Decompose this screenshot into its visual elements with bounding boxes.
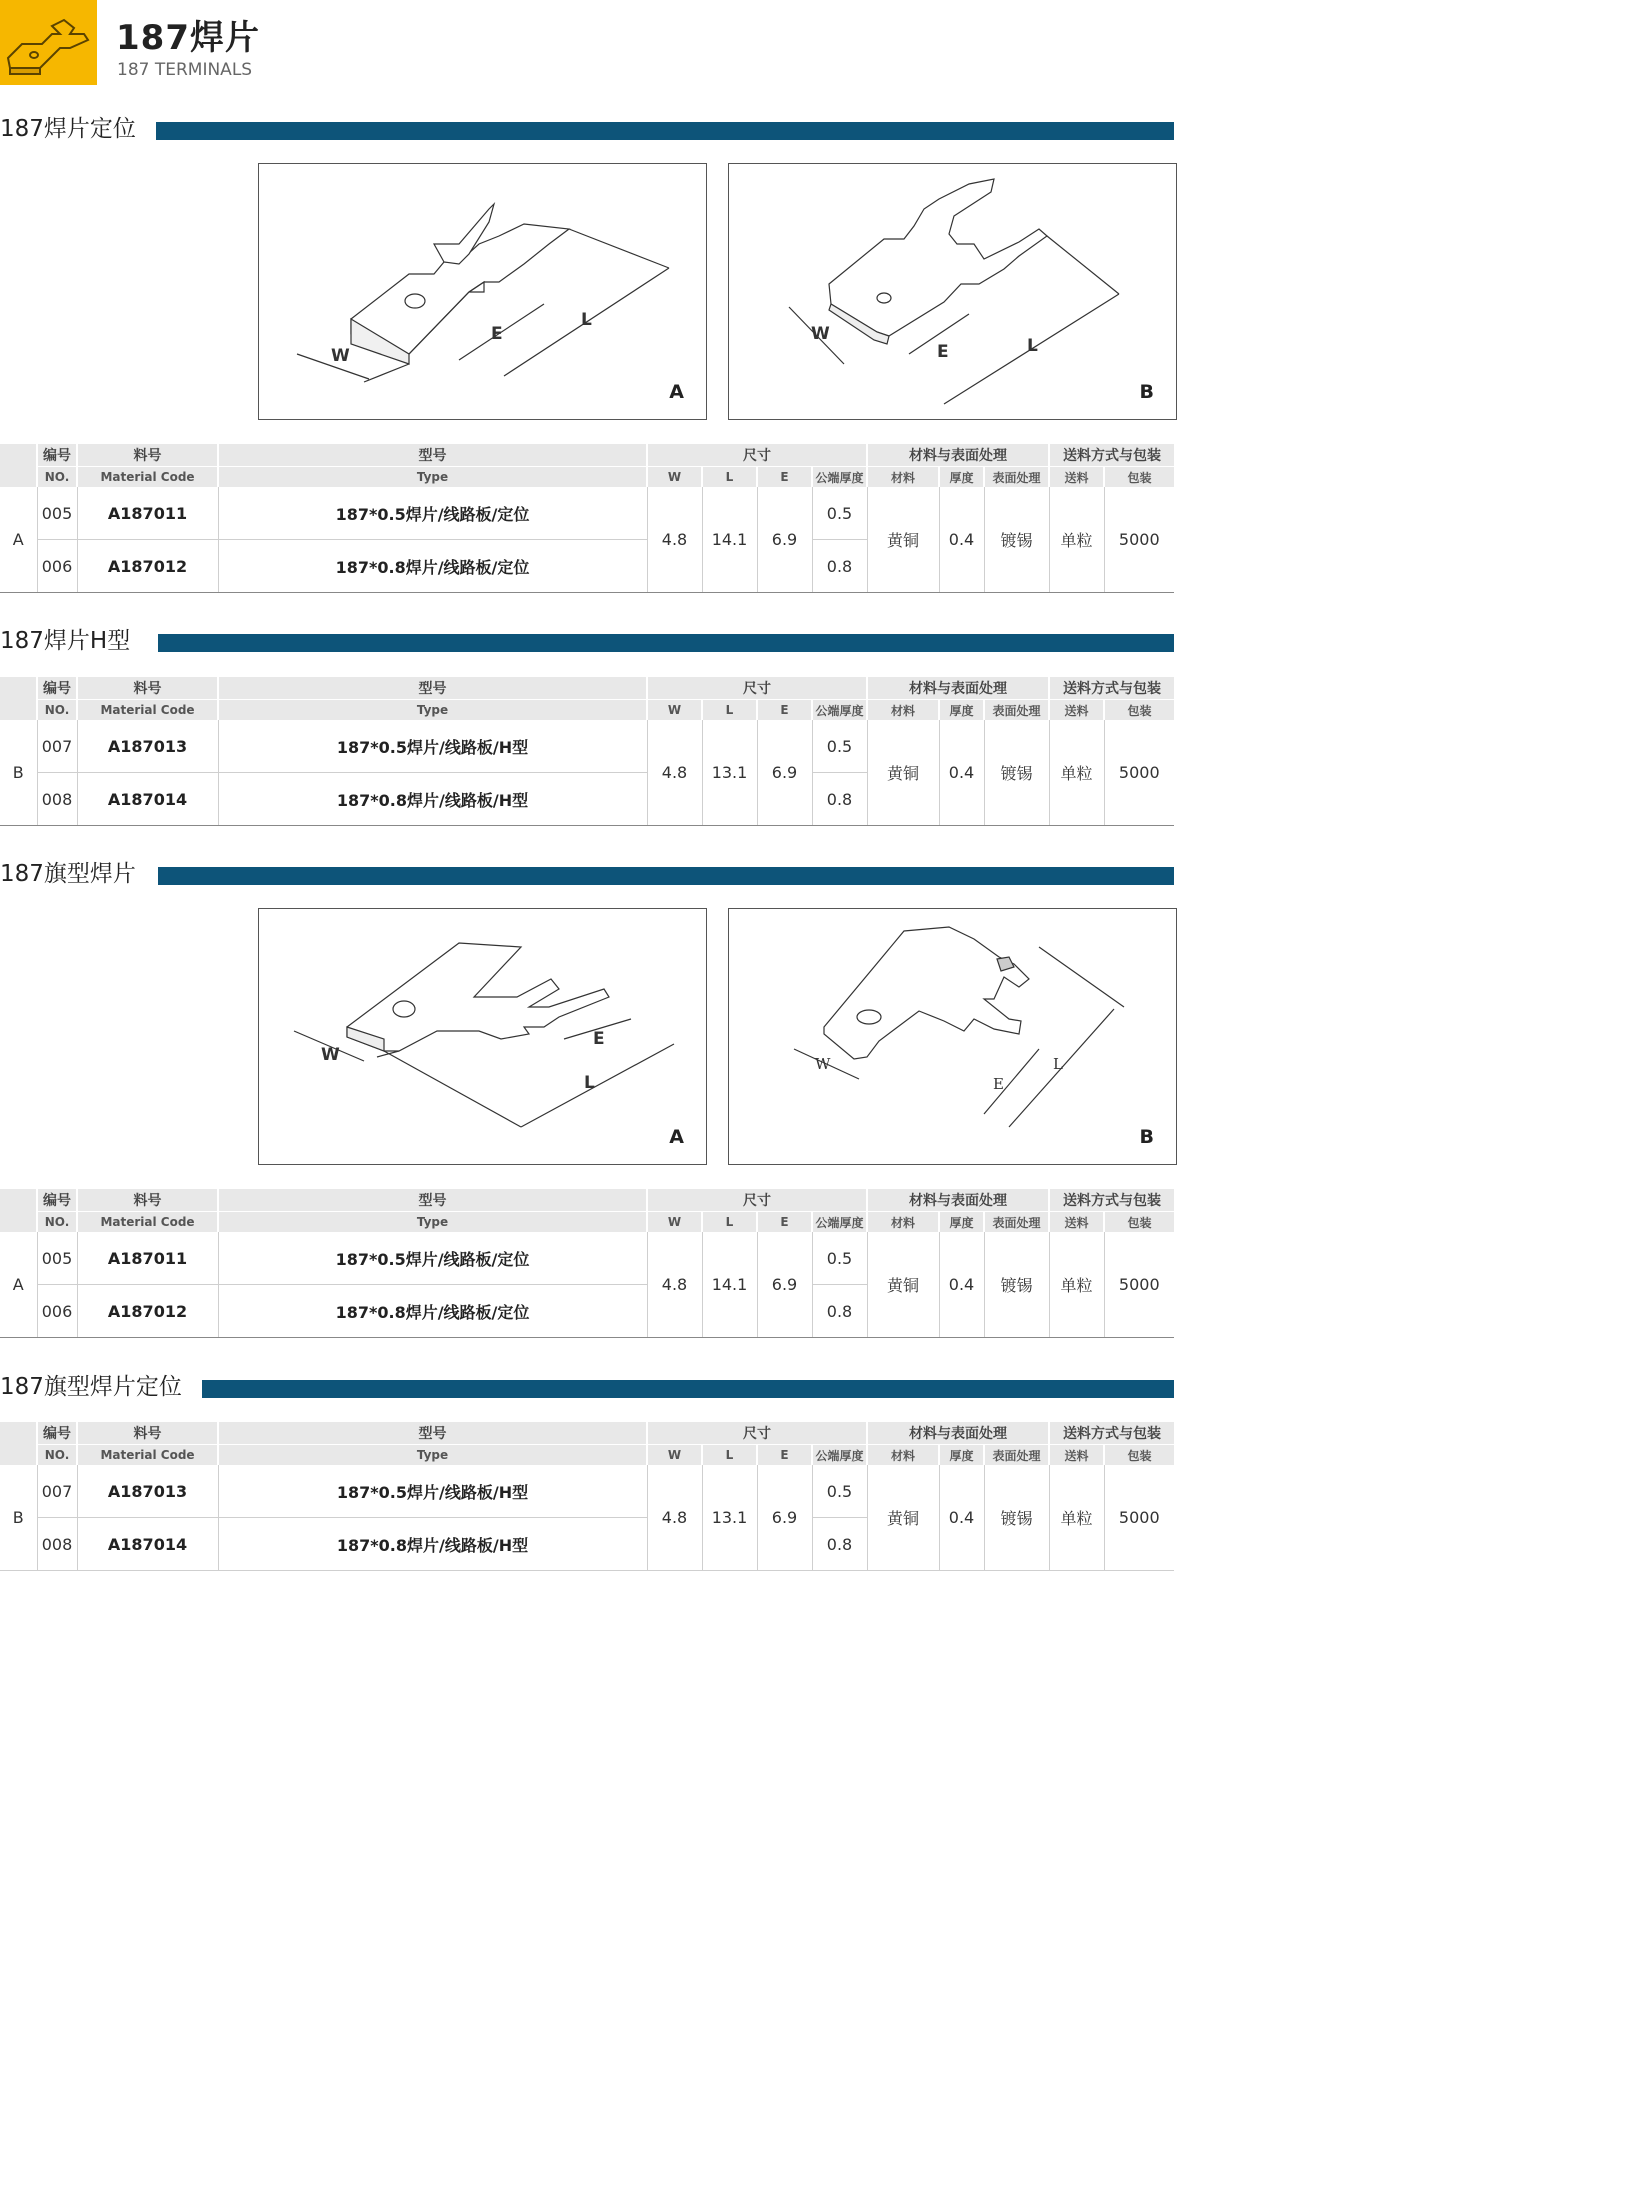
col-type-en: Type	[218, 1212, 647, 1233]
col-e: E	[757, 700, 812, 721]
col-thickness: 厚度	[939, 467, 984, 488]
drawing-label: A	[669, 1126, 684, 1148]
col-code-en: Material Code	[77, 467, 218, 488]
cell-material: 黄铜	[867, 720, 939, 826]
drawing-label: A	[669, 381, 684, 403]
section-header-positioning	[0, 114, 1174, 148]
cell-type: 187*0.5焊片/线路板/定位	[218, 487, 647, 540]
col-no-cn: 编号	[37, 1422, 77, 1445]
col-no-en: NO.	[37, 1212, 77, 1233]
section-title: 187旗型焊片	[0, 861, 136, 887]
section-title: 187焊片定位	[0, 116, 136, 142]
col-type-en: Type	[218, 700, 647, 721]
spec-table-3	[0, 1189, 1174, 1338]
cell-thickness: 0.4	[939, 487, 984, 593]
col-surface: 表面处理	[984, 1212, 1049, 1233]
cell-code: A187011	[77, 487, 218, 540]
dim-l-label: L	[1053, 1055, 1063, 1073]
cell-material: 黄铜	[867, 1232, 939, 1338]
dim-e-label: E	[937, 342, 949, 362]
cell-tol: 0.8	[812, 1285, 867, 1338]
cell-pack: 5000	[1104, 720, 1174, 826]
col-material-group: 材料与表面处理	[867, 1422, 1049, 1445]
dim-l-label: L	[581, 310, 592, 330]
col-code-cn: 料号	[77, 677, 218, 700]
col-thickness: 厚度	[939, 700, 984, 721]
cell-e: 6.9	[757, 720, 812, 826]
cell-tol: 0.5	[812, 1465, 867, 1518]
cell-surface: 镀锡	[984, 1232, 1049, 1338]
cell-type: 187*0.8焊片/线路板/定位	[218, 540, 647, 593]
col-no-cn: 编号	[37, 444, 77, 467]
col-code-en: Material Code	[77, 1445, 218, 1466]
col-l: L	[702, 700, 757, 721]
cell-thickness: 0.4	[939, 1232, 984, 1338]
col-material: 材料	[867, 467, 939, 488]
col-pack-group: 送料方式与包装	[1049, 677, 1174, 700]
col-pack-group: 送料方式与包装	[1049, 1422, 1174, 1445]
cell-code: A187012	[77, 540, 218, 593]
cell-l: 14.1	[702, 1232, 757, 1338]
col-type-en: Type	[218, 467, 647, 488]
cell-code: A187014	[77, 1518, 218, 1571]
section-header-h-type	[0, 626, 1174, 660]
cell-code: A187011	[77, 1232, 218, 1285]
col-feed: 送料	[1049, 1445, 1104, 1466]
terminal-logo-icon	[0, 0, 97, 85]
dim-e-label: E	[491, 324, 503, 344]
col-surface: 表面处理	[984, 700, 1049, 721]
cell-e: 6.9	[757, 1232, 812, 1338]
col-pack: 包装	[1104, 467, 1174, 488]
col-feed: 送料	[1049, 700, 1104, 721]
cell-code: A187013	[77, 1465, 218, 1518]
cell-pack: 5000	[1104, 1232, 1174, 1338]
cell-e: 6.9	[757, 1465, 812, 1571]
spec-table-1	[0, 444, 1174, 593]
col-code-en: Material Code	[77, 700, 218, 721]
col-material: 材料	[867, 1212, 939, 1233]
col-code-en: Material Code	[77, 1212, 218, 1233]
page-subtitle: 187 TERMINALS	[117, 60, 253, 80]
cell-surface: 镀锡	[984, 1465, 1049, 1571]
cell-feed: 单粒	[1049, 720, 1104, 826]
col-feed: 送料	[1049, 467, 1104, 488]
col-w: W	[647, 1445, 702, 1466]
cell-feed: 单粒	[1049, 487, 1104, 593]
col-l: L	[702, 1445, 757, 1466]
col-size-cn: 尺寸	[647, 444, 867, 467]
cell-no: 008	[37, 773, 77, 826]
cell-no: 005	[37, 487, 77, 540]
col-e: E	[757, 1445, 812, 1466]
col-type-cn: 型号	[218, 677, 647, 700]
dim-l-label: L	[584, 1073, 595, 1093]
cell-e: 6.9	[757, 487, 812, 593]
col-size-cn: 尺寸	[647, 677, 867, 700]
col-code-cn: 料号	[77, 1189, 218, 1212]
cell-no: 007	[37, 1465, 77, 1518]
col-w: W	[647, 1212, 702, 1233]
col-l: L	[702, 1212, 757, 1233]
col-no-en: NO.	[37, 700, 77, 721]
page-title: 187焊片	[116, 18, 260, 58]
col-thickness: 厚度	[939, 1445, 984, 1466]
col-surface: 表面处理	[984, 467, 1049, 488]
col-pack-group: 送料方式与包装	[1049, 1189, 1174, 1212]
col-code-cn: 料号	[77, 444, 218, 467]
section-bar	[156, 122, 1174, 140]
cell-code: A187014	[77, 773, 218, 826]
col-material-group: 材料与表面处理	[867, 444, 1049, 467]
col-w: W	[647, 467, 702, 488]
col-tol: 公端厚度	[812, 1445, 867, 1466]
cell-tol: 0.8	[812, 773, 867, 826]
col-no-en: NO.	[37, 467, 77, 488]
col-pack-group: 送料方式与包装	[1049, 444, 1174, 467]
cell-code: A187013	[77, 720, 218, 773]
dim-e-label: E	[593, 1029, 605, 1049]
row-group-label: A	[0, 1232, 37, 1338]
col-tol: 公端厚度	[812, 467, 867, 488]
cell-type: 187*0.5焊片/线路板/H型	[218, 1465, 647, 1518]
terminal-drawing-b	[728, 163, 1177, 420]
section-title: 187旗型焊片定位	[0, 1374, 182, 1400]
cell-l: 13.1	[702, 1465, 757, 1571]
col-type-cn: 型号	[218, 1189, 647, 1212]
spec-table-2	[0, 677, 1174, 826]
section-title: 187焊片H型	[0, 628, 131, 654]
dim-w-label: W	[815, 1055, 831, 1073]
cell-type: 187*0.5焊片/线路板/定位	[218, 1232, 647, 1285]
cell-pack: 5000	[1104, 1465, 1174, 1571]
cell-surface: 镀锡	[984, 487, 1049, 593]
col-surface: 表面处理	[984, 1445, 1049, 1466]
spec-table-4	[0, 1422, 1174, 1571]
col-pack: 包装	[1104, 1212, 1174, 1233]
col-no-cn: 编号	[37, 677, 77, 700]
cell-tol: 0.5	[812, 1232, 867, 1285]
col-no-cn: 编号	[37, 1189, 77, 1212]
drawing-label: B	[1139, 381, 1154, 403]
cell-tol: 0.8	[812, 1518, 867, 1571]
row-group-label: B	[0, 720, 37, 826]
col-e: E	[757, 1212, 812, 1233]
cell-no: 006	[37, 1285, 77, 1338]
cell-type: 187*0.8焊片/线路板/H型	[218, 1518, 647, 1571]
cell-no: 008	[37, 1518, 77, 1571]
cell-thickness: 0.4	[939, 1465, 984, 1571]
cell-surface: 镀锡	[984, 720, 1049, 826]
cell-material: 黄铜	[867, 487, 939, 593]
cell-feed: 单粒	[1049, 1465, 1104, 1571]
row-group-label: A	[0, 487, 37, 593]
cell-tol: 0.8	[812, 540, 867, 593]
flag-drawing-b	[728, 908, 1177, 1165]
cell-no: 005	[37, 1232, 77, 1285]
col-thickness: 厚度	[939, 1212, 984, 1233]
cell-no: 007	[37, 720, 77, 773]
section-header-flag	[0, 859, 1174, 893]
col-pack: 包装	[1104, 1445, 1174, 1466]
col-material: 材料	[867, 700, 939, 721]
col-material: 材料	[867, 1445, 939, 1466]
col-tol: 公端厚度	[812, 700, 867, 721]
cell-feed: 单粒	[1049, 1232, 1104, 1338]
section-bar	[158, 867, 1174, 885]
cell-pack: 5000	[1104, 487, 1174, 593]
dim-w-label: W	[321, 1045, 340, 1065]
cell-l: 14.1	[702, 487, 757, 593]
cell-type: 187*0.5焊片/线路板/H型	[218, 720, 647, 773]
col-w: W	[647, 700, 702, 721]
flag-drawing-a	[258, 908, 707, 1165]
cell-no: 006	[37, 540, 77, 593]
col-material-group: 材料与表面处理	[867, 1189, 1049, 1212]
cell-tol: 0.5	[812, 487, 867, 540]
col-size-cn: 尺寸	[647, 1189, 867, 1212]
dim-l-label: L	[1027, 336, 1038, 356]
section-header-flag-positioning	[0, 1372, 1174, 1406]
col-pack: 包装	[1104, 700, 1174, 721]
cell-w: 4.8	[647, 1232, 702, 1338]
cell-material: 黄铜	[867, 1465, 939, 1571]
section-bar	[202, 1380, 1174, 1398]
dim-e-label: E	[993, 1075, 1004, 1093]
cell-w: 4.8	[647, 487, 702, 593]
col-tol: 公端厚度	[812, 1212, 867, 1233]
cell-type: 187*0.8焊片/线路板/定位	[218, 1285, 647, 1338]
cell-thickness: 0.4	[939, 720, 984, 826]
col-type-cn: 型号	[218, 1422, 647, 1445]
terminal-drawing-a	[258, 163, 707, 420]
col-material-group: 材料与表面处理	[867, 677, 1049, 700]
col-code-cn: 料号	[77, 1422, 218, 1445]
cell-type: 187*0.8焊片/线路板/H型	[218, 773, 647, 826]
row-group-label: B	[0, 1465, 37, 1571]
col-l: L	[702, 467, 757, 488]
cell-w: 4.8	[647, 1465, 702, 1571]
cell-w: 4.8	[647, 720, 702, 826]
dim-w-label: W	[331, 346, 350, 366]
section-bar	[158, 634, 1174, 652]
col-size-cn: 尺寸	[647, 1422, 867, 1445]
cell-l: 13.1	[702, 720, 757, 826]
col-e: E	[757, 467, 812, 488]
drawing-label: B	[1139, 1126, 1154, 1148]
col-type-cn: 型号	[218, 444, 647, 467]
dim-w-label: W	[811, 324, 830, 344]
cell-tol: 0.5	[812, 720, 867, 773]
col-no-en: NO.	[37, 1445, 77, 1466]
col-type-en: Type	[218, 1445, 647, 1466]
cell-code: A187012	[77, 1285, 218, 1338]
col-feed: 送料	[1049, 1212, 1104, 1233]
